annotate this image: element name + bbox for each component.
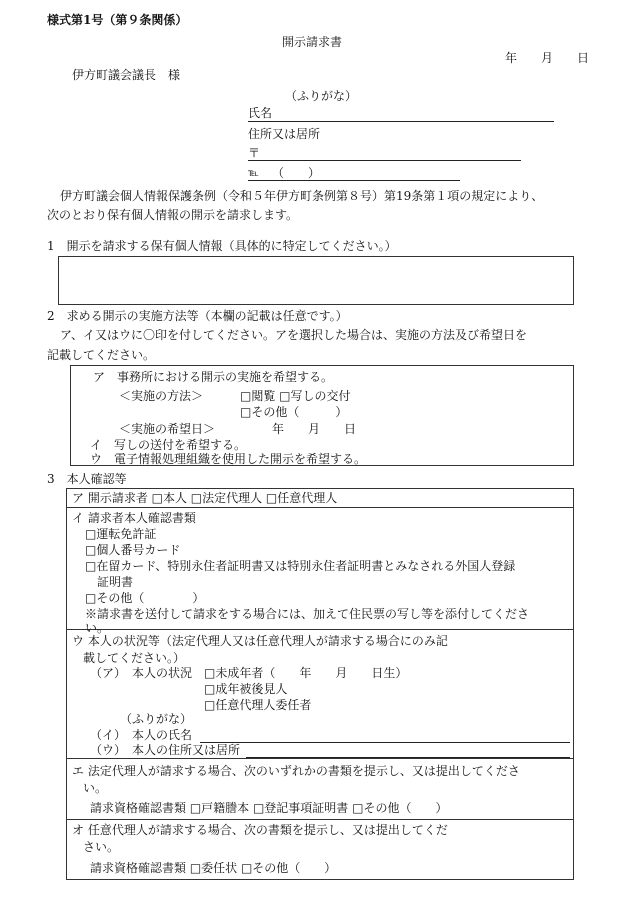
method-options-1[interactable]: □閲覧 □写しの交付 — [240, 389, 351, 403]
row-u-title-line-2: 載してください。） — [83, 651, 186, 665]
row-e-documents[interactable]: 請求資格確認書類 □戸籍謄本 □登記事項証明書 □その他（ ） — [90, 801, 448, 815]
principal-address-label: （ウ） 本人の住所又は居所 — [90, 743, 241, 757]
tel-label: ℡ — [248, 168, 259, 179]
preferred-date-value[interactable]: 年 月 日 — [272, 422, 357, 436]
option-a-office[interactable]: ア 事務所における開示の実施を希望する。 — [93, 370, 334, 384]
row-e-line-2: い。 — [83, 781, 108, 795]
row-i-note-line-1: ※請求書を送付して請求をする場合には、加えて住民票の写し等を添付してくださ — [85, 607, 530, 621]
tel-field[interactable] — [248, 180, 460, 181]
applicant-address-label: 住所又は居所 — [248, 127, 321, 141]
row-divider — [67, 507, 573, 508]
intro-line-2: 次のとおり保有個人情報の開示を請求します。 — [47, 208, 299, 222]
applicant-address-field[interactable] — [248, 160, 521, 161]
section2-heading: 2 求める開示の実施方法等（本欄の記載は任意です。） — [47, 309, 348, 323]
row-i-note-line-2: い。 — [85, 621, 110, 635]
doc-residence-card[interactable]: □在留カード、特別永住者証明書又は特別永住者証明書とみなされる外国人登録 — [85, 559, 516, 573]
row-divider — [67, 758, 573, 759]
info-specification-box[interactable] — [58, 256, 574, 305]
doc-other[interactable]: □その他（ ） — [85, 591, 205, 605]
preferred-date-label: ＜実施の希望日＞ — [119, 422, 216, 436]
method-options-2[interactable]: □その他（ ） — [240, 405, 348, 419]
applicant-name-label: 氏名 — [248, 106, 273, 120]
status-adult-ward[interactable]: □成年被後見人 — [204, 682, 288, 696]
principal-name-label: （イ） 本人の氏名 — [90, 728, 193, 742]
addressee: 伊方町議会議長 様 — [72, 68, 181, 82]
row-o-line-2: さい。 — [83, 840, 120, 854]
section1-heading: 1 開示を請求する保有個人情報（具体的に特定してください。） — [47, 239, 397, 253]
tel-area-code: （ ） — [272, 166, 321, 180]
status-delegator[interactable]: □任意代理人委任者 — [204, 698, 312, 712]
form-number: 様式第1号（第９条関係） — [47, 13, 188, 27]
row-u-title-line-1: ウ 本人の状況等（法定代理人又は任意代理人が請求する場合にのみ記 — [72, 634, 448, 648]
row-divider — [67, 629, 573, 630]
row-i-title: イ 請求者本人確認書類 — [72, 511, 196, 525]
principal-status-label: （ア） 本人の状況 — [90, 666, 193, 680]
row-divider — [67, 819, 573, 820]
applicant-name-field[interactable] — [248, 121, 554, 122]
row-o-line-1: オ 任意代理人が請求する場合、次の書類を提示し、又は提出してくだ — [72, 823, 448, 837]
row-a-requester-type[interactable]: ア 開示請求者 □本人 □法定代理人 □任意代理人 — [72, 491, 338, 505]
section2-note-line-1: ア、イ又はウに〇印を付してください。アを選択した場合は、実施の方法及び希望日を — [60, 328, 528, 342]
applicant-furigana-label: （ふりがな） — [285, 89, 358, 103]
principal-furigana-label: （ふりがな） — [120, 712, 193, 726]
row-o-documents[interactable]: 請求資格確認書類 □委任状 □その他（ ） — [90, 861, 337, 875]
intro-line-1: 伊方町議会個人情報保護条例（令和５年伊方町条例第８号）第19条第１項の規定により、 — [60, 189, 544, 203]
doc-drivers-license[interactable]: □運転免許証 — [85, 527, 157, 541]
option-i-mail[interactable]: イ 写しの送付を希望する。 — [90, 438, 247, 452]
principal-name-field[interactable] — [200, 742, 570, 743]
doc-my-number-card[interactable]: □個人番号カード — [85, 543, 181, 557]
option-u-electronic[interactable]: ウ 電子情報処理組織を使用した開示を希望する。 — [90, 452, 367, 466]
doc-residence-card-cont: 証明書 — [97, 575, 134, 589]
postal-mark: 〒 — [248, 146, 261, 160]
request-date: 年 月 日 — [505, 51, 590, 65]
status-minor[interactable]: □未成年者（ 年 月 日生） — [204, 666, 408, 680]
row-e-line-1: エ 法定代理人が請求する場合、次のいずれかの書類を提示し、又は提出してくださ — [72, 764, 520, 778]
section3-heading: 3 本人確認等 — [47, 472, 127, 486]
document-title: 開示請求書 — [282, 35, 343, 49]
method-label: ＜実施の方法＞ — [119, 389, 204, 403]
section2-note-line-2: 記載してください。 — [47, 348, 156, 362]
principal-address-field[interactable] — [246, 757, 570, 758]
